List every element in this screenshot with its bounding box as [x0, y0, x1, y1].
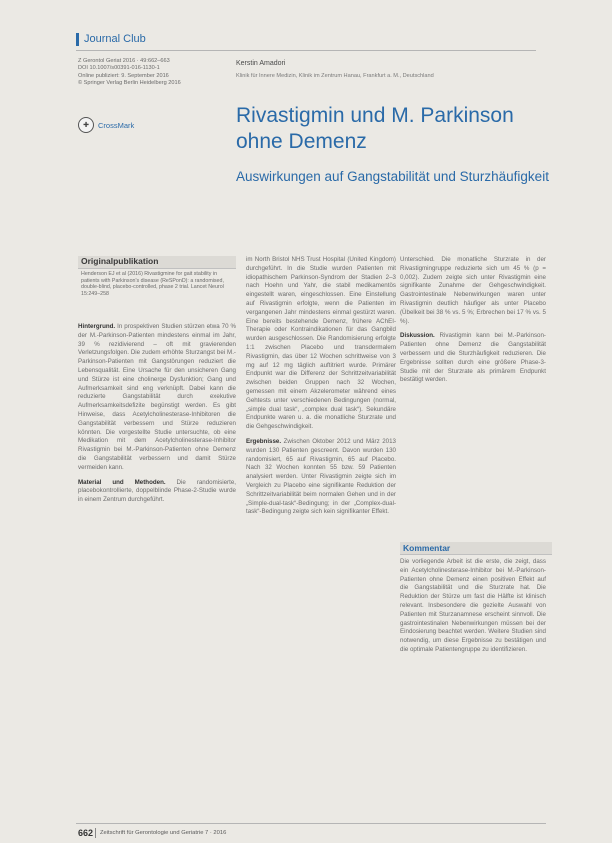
crossmark-icon: ✚ [78, 117, 94, 133]
body-column-2 [246, 256, 396, 523]
paragraph-text: Die vorliegende Arbeit ist die erste, die zeigt, dass ein Acetylcholinesterase-Inhibitor bei M.-Parkinson-Patienten ohne Demenz einen positiven Effekt auf die Gangstabilität und die Sturzrate hat. Die Reduktion der Stürze um fast die Hälfte ist klinisch relevant. Insbesondere die gezielte Auswahl von Patienten mit Sturzanamnese erscheint sinnvoll. Die gastrointestinalen Nebenwirkungen müssen bei der Eindosierung beachtet werden. Weitere Studien sind notwendig, um diese Ergebnisse zu bestätigen und die optimale Patientengruppe zu identifizieren. [400, 558, 546, 653]
paragraph-lead: Material und Methoden. [78, 478, 166, 486]
meta-line: DOI 10.1007/s00391-016-1130-1 [78, 65, 160, 72]
paragraph [78, 323, 236, 473]
commentary-heading: Kommentar [400, 542, 552, 555]
commentary-text [400, 558, 546, 661]
section-label: Journal Club [84, 33, 146, 45]
meta-line: Online publiziert: 9. September 2016 [78, 72, 169, 79]
meta-line: © Springer Verlag Berlin Heidelberg 2016 [78, 80, 181, 87]
paragraph-text: im North Bristol NHS Trust Hospital (United Kingdom) durchgeführt. In die Studie wurden Patienten mit idiopathischem Parkinson-Syndrom der Stadien 2–3 nach Hoehn und Yahr, die stabil medikamentös eingestellt waren, eingeschlossen. Eine Einstellung auf Rivastigmin erfolgte, wenn die Patienten im vergangenen Jahr mindestens einmal gestürzt waren. Eine bereits bestehende Demenz, frühere AChEI-Therapie oder Kontraindikationen für das Gangbild wurden ausgeschlossen. Die Randomisierung erfolgte 1:1 zwischen Placebo und transdermalem Rivastigmin, das über 12 Wochen schrittweise von 3 mg auf 12 mg täglich auftitriert wurde. Primärer Endpunkt war die Differenz der Schrittzeitvariabilität zwischen beiden Gruppen nach 32 Wochen, gemessen mit einem Akzelerometer während eines Gehtests unter verschiedenen Bedingungen (normal, „simple dual task“, „complex dual task“). Sekundäre Endpunkte waren u. a. die monatliche Sturzrate und die Gehgeschwindigkeit. [246, 256, 396, 431]
original-publication-reference: Henderson EJ et al (2016) Rivastigmine for gait stability in patients with Parkinson's disease (ReSPonD): a randomised, double-blind, placebo-controlled, phase 2 trial. Lancet Neurol 15:249–258 [81, 271, 224, 297]
citation-meta [78, 58, 238, 88]
header-divider [76, 50, 536, 51]
paragraph [246, 438, 396, 517]
paragraph-text: In prospektiven Studien stürzen etwa 70 % der M.-Parkinson-Patienten mindestens einmal im Jahr, 39 % rezidivierend – oft mit gravierenden Verletzungsfolgen. Die zudem erhöhte Sturzangst bei M.-Parkinson-Patienten mit Gangstörungen reduziert die Lebensqualität. Eine Ursache für den unsicheren Gang und Stürze ist eine cholinerge Dysfunktion; Gang und Aufmerksamkeit sind eng verknüpft. Dabei kann die reduzierte Gangstabilität durch exekutive Aufmerksamkeitsdefizite begünstigt werden. Es gibt Hinweise, dass Acetylcholinesterase-Inhibitoren die Gangstabilität verbessern und Stürze reduzieren könnten. Die vorgestellte Studie untersuchte, ob eine Medikation mit dem Acetylcholinesterase-Inhibitor Rivastigmin bei M.-Parkinson-Patienten ohne Demenz die Gangstabilität verbessern und damit Stürze vermeiden kann. [78, 323, 236, 471]
author-affiliation: Klinik für Innere Medizin, Klinik im Zentrum Hanau, Frankfurt a. M., Deutschland [236, 73, 434, 79]
header-accent-bar [76, 33, 79, 46]
article-title: Rivastigmin und M. Parkinson ohne Demenz [236, 104, 514, 153]
paragraph-lead: Hintergrund. [78, 323, 116, 330]
paragraph-text: Rivastigmin kann bei M.-Parkinson-Patienten ohne Demenz die Gangstabilität verbessern und die Sturzhäufigkeit reduzieren. Die Ergebnisse sollten durch eine größere Phase-3-Studie mit der Sturzrate als primärem Endpunkt bestätigt werden. [400, 332, 546, 384]
page-number: 662 [78, 828, 94, 838]
paragraph-text: Zwischen Oktober 2012 und März 2013 wurden 130 Patienten gescreent. Davon wurden 130 randomisiert, 65 auf Rivastigmin, 65 auf Placebo. Nach 32 Wochen konnten 55 bzw. 59 Patienten analysiert werden. Unter Rivastigmin zeigte sich im Vergleich zu Placebo eine signifikante Reduktion der Schrittzeitvariabilität beim normalen Gehen und in der „Simple-dual-task“-Bedingung; in der „Complex-dual-task“-Bedingung zeigte sich kein signifikanter Effekt. [246, 437, 396, 516]
paragraph [400, 256, 546, 326]
paragraph [78, 479, 236, 505]
paragraph-lead: Ergebnisse. [246, 437, 282, 445]
paragraph [400, 558, 546, 655]
journal-name: Zeitschrift für Gerontologie und Geriatrie 7 · 2016 [100, 830, 227, 836]
body-column-1 [78, 323, 236, 511]
author-name: Kerstin Amadori [236, 60, 286, 67]
paragraph-text: Die randomisierte, placebokontrollierte, doppelblinde Phase-2-Studie wurde in einem Zentrum durchgeführt. [78, 478, 236, 504]
meta-line: Z Gerontol Geriat 2016 · 49:662–663 [78, 58, 170, 64]
paragraph [246, 256, 396, 432]
footer-divider [76, 823, 546, 824]
paragraph [400, 332, 546, 385]
paragraph-text: Unterschied. Die monatliche Sturzrate in der Rivastigmingruppe reduzierte sich um 45 % (p = 0,002). Zudem zeigte sich unter Rivastigmin eine signifikante Zunahme der Gehgeschwindigkeit. Gastrointestinale Nebenwirkungen waren unter Rivastigmin deutlich häufiger als unter Placebo (Übelkeit bei 38 % vs. 5 %; Erbrechen bei 17 % vs. 5 %). [400, 256, 546, 325]
paragraph-lead: Diskussion. [400, 332, 435, 340]
original-publication-box [78, 256, 236, 300]
crossmark-badge[interactable] [78, 117, 134, 133]
footer-separator [95, 828, 96, 838]
article-subtitle: Auswirkungen auf Gangstabilität und Sturzhäufigkeit [236, 169, 549, 184]
body-column-3 [400, 256, 546, 391]
crossmark-label: CrossMark [98, 120, 135, 130]
original-publication-heading: Originalpublikation [78, 256, 236, 269]
